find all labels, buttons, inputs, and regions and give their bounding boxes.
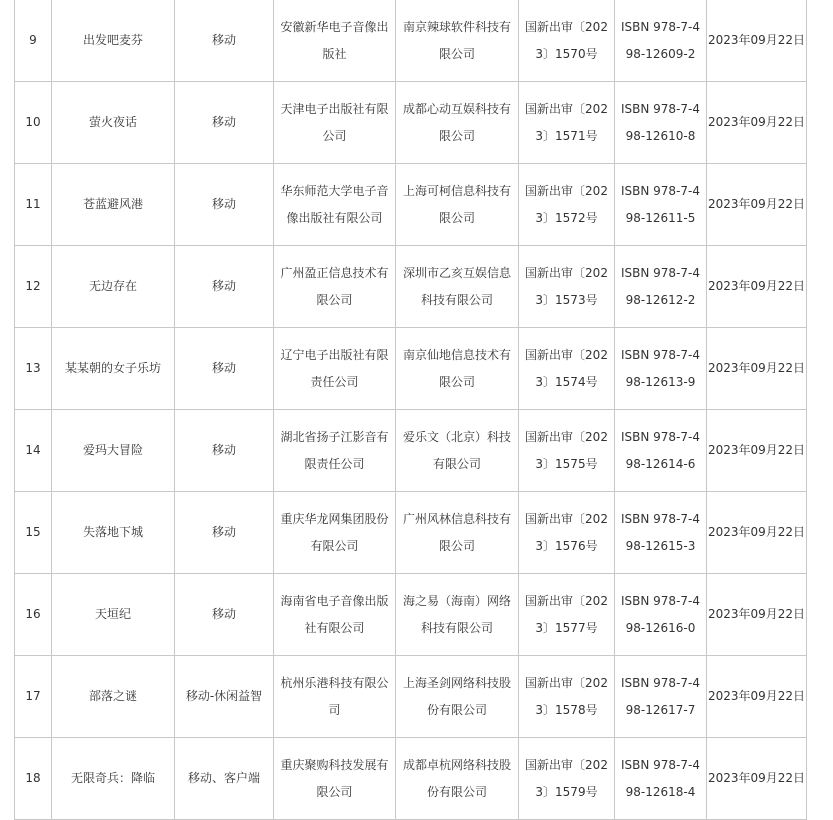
row-number-cell: 15 <box>15 492 52 574</box>
platform-cell: 移动 <box>175 574 274 656</box>
isbn-cell: ISBN 978-7-498-12617-7 <box>615 656 707 738</box>
operator-cell: 南京辣球软件科技有限公司 <box>396 0 519 82</box>
approval-date-cell: 2023年09月22日 <box>707 410 807 492</box>
approval-date-cell: 2023年09月22日 <box>707 164 807 246</box>
isbn-cell: ISBN 978-7-498-12612-2 <box>615 246 707 328</box>
row-number-cell: 18 <box>15 738 52 820</box>
table-row <box>15 328 807 410</box>
approval-number-cell: 国新出审〔2023〕1577号 <box>519 574 615 656</box>
isbn-cell: ISBN 978-7-498-12609-2 <box>615 0 707 82</box>
game-name-cell: 萤火夜话 <box>52 82 175 164</box>
publisher-cell: 天津电子出版社有限公司 <box>274 82 396 164</box>
operator-cell: 广州风林信息科技有限公司 <box>396 492 519 574</box>
isbn-cell: ISBN 978-7-498-12611-5 <box>615 164 707 246</box>
isbn-cell: ISBN 978-7-498-12616-0 <box>615 574 707 656</box>
operator-cell: 深圳市乙亥互娱信息科技有限公司 <box>396 246 519 328</box>
game-name-cell: 无边存在 <box>52 246 175 328</box>
platform-cell: 移动-休闲益智 <box>175 656 274 738</box>
isbn-cell: ISBN 978-7-498-12613-9 <box>615 328 707 410</box>
table-row <box>15 656 807 738</box>
platform-cell: 移动、客户端 <box>175 738 274 820</box>
operator-cell: 成都心动互娱科技有限公司 <box>396 82 519 164</box>
operator-cell: 南京仙地信息技术有限公司 <box>396 328 519 410</box>
operator-cell: 上海圣剑网络科技股份有限公司 <box>396 656 519 738</box>
table-row <box>15 246 807 328</box>
isbn-cell: ISBN 978-7-498-12618-4 <box>615 738 707 820</box>
approval-date-cell: 2023年09月22日 <box>707 492 807 574</box>
publisher-cell: 广州盈正信息技术有限公司 <box>274 246 396 328</box>
publisher-cell: 安徽新华电子音像出版社 <box>274 0 396 82</box>
platform-cell: 移动 <box>175 328 274 410</box>
table-body <box>15 0 807 820</box>
approval-date-cell: 2023年09月22日 <box>707 574 807 656</box>
isbn-cell: ISBN 978-7-498-12615-3 <box>615 492 707 574</box>
platform-cell: 移动 <box>175 0 274 82</box>
operator-cell: 海之易（海南）网络科技有限公司 <box>396 574 519 656</box>
table-row <box>15 82 807 164</box>
game-name-cell: 出发吧麦芬 <box>52 0 175 82</box>
isbn-cell: ISBN 978-7-498-12614-6 <box>615 410 707 492</box>
row-number-cell: 10 <box>15 82 52 164</box>
publisher-cell: 华东师范大学电子音像出版社有限公司 <box>274 164 396 246</box>
approval-date-cell: 2023年09月22日 <box>707 656 807 738</box>
row-number-cell: 14 <box>15 410 52 492</box>
row-number-cell: 16 <box>15 574 52 656</box>
row-number-cell: 12 <box>15 246 52 328</box>
operator-cell: 爱乐文（北京）科技有限公司 <box>396 410 519 492</box>
approval-date-cell: 2023年09月22日 <box>707 328 807 410</box>
approval-number-cell: 国新出审〔2023〕1571号 <box>519 82 615 164</box>
table-row <box>15 164 807 246</box>
approval-number-cell: 国新出审〔2023〕1579号 <box>519 738 615 820</box>
table-row <box>15 410 807 492</box>
publisher-cell: 重庆华龙网集团股份有限公司 <box>274 492 396 574</box>
platform-cell: 移动 <box>175 82 274 164</box>
approval-number-cell: 国新出审〔2023〕1570号 <box>519 0 615 82</box>
isbn-cell: ISBN 978-7-498-12610-8 <box>615 82 707 164</box>
approval-number-cell: 国新出审〔2023〕1573号 <box>519 246 615 328</box>
game-name-cell: 无限奇兵：降临 <box>52 738 175 820</box>
approval-number-cell: 国新出审〔2023〕1575号 <box>519 410 615 492</box>
game-name-cell: 苍蓝避风港 <box>52 164 175 246</box>
platform-cell: 移动 <box>175 246 274 328</box>
game-name-cell: 失落地下城 <box>52 492 175 574</box>
publisher-cell: 湖北省扬子江影音有限责任公司 <box>274 410 396 492</box>
approval-number-cell: 国新出审〔2023〕1578号 <box>519 656 615 738</box>
game-approval-table <box>14 0 807 820</box>
game-name-cell: 爱玛大冒险 <box>52 410 175 492</box>
operator-cell: 上海可柯信息科技有限公司 <box>396 164 519 246</box>
approval-number-cell: 国新出审〔2023〕1576号 <box>519 492 615 574</box>
publisher-cell: 杭州乐港科技有限公司 <box>274 656 396 738</box>
row-number-cell: 11 <box>15 164 52 246</box>
approval-date-cell: 2023年09月22日 <box>707 82 807 164</box>
row-number-cell: 17 <box>15 656 52 738</box>
game-name-cell: 部落之谜 <box>52 656 175 738</box>
table-row <box>15 492 807 574</box>
approval-number-cell: 国新出审〔2023〕1572号 <box>519 164 615 246</box>
table-row <box>15 738 807 820</box>
platform-cell: 移动 <box>175 164 274 246</box>
game-name-cell: 天垣纪 <box>52 574 175 656</box>
platform-cell: 移动 <box>175 410 274 492</box>
publisher-cell: 辽宁电子出版社有限责任公司 <box>274 328 396 410</box>
game-name-cell: 某某朝的女子乐坊 <box>52 328 175 410</box>
operator-cell: 成都卓杭网络科技股份有限公司 <box>396 738 519 820</box>
row-number-cell: 9 <box>15 0 52 82</box>
row-number-cell: 13 <box>15 328 52 410</box>
approval-date-cell: 2023年09月22日 <box>707 0 807 82</box>
platform-cell: 移动 <box>175 492 274 574</box>
table-row <box>15 0 807 82</box>
approval-date-cell: 2023年09月22日 <box>707 246 807 328</box>
publisher-cell: 海南省电子音像出版社有限公司 <box>274 574 396 656</box>
approval-date-cell: 2023年09月22日 <box>707 738 807 820</box>
publisher-cell: 重庆聚购科技发展有限公司 <box>274 738 396 820</box>
table-row <box>15 574 807 656</box>
approval-number-cell: 国新出审〔2023〕1574号 <box>519 328 615 410</box>
